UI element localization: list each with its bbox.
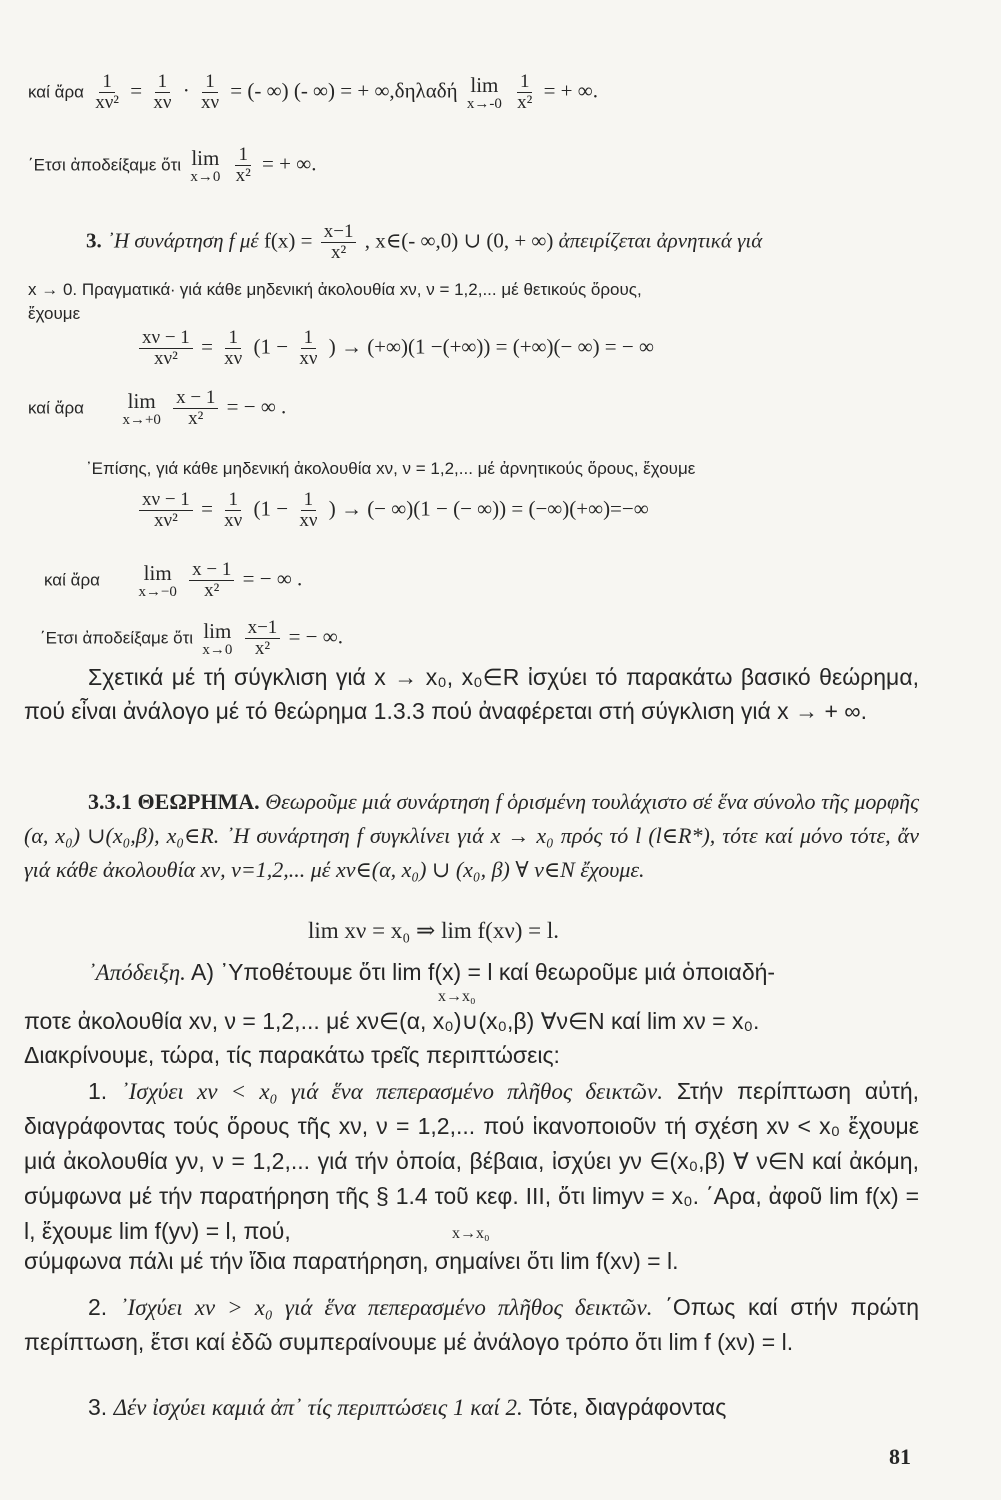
numerator: 1 — [225, 490, 241, 511]
denominator: x² — [204, 580, 220, 601]
fraction — [139, 490, 193, 531]
limit — [122, 390, 160, 428]
theorem-label: 3.3.1 ΘΕΩΡΗΜΑ. — [88, 789, 260, 814]
lim-subscript: x→x₀ — [438, 988, 476, 1005]
proof-label: ᾿Απόδειξη. — [88, 960, 186, 985]
numerator: 1 — [225, 328, 241, 349]
theorem-text: Θεωροῦμε μιά συνάρτηση f ὁρισμένη τουλάχιστο σέ ἕνα σύνολο τῆς μορφῆς (α, x₀) ∪(x₀,β), x₀∈R. ᾿Η συνάρτηση f συγκλίνει γιά x → x₀ πρός τό l (l∈R*), τότε καί μόνο τότε, ἄν γιά κάθε ἀκολουθία xν, ν=1,2,... μέ xν∈(α, x₀) ∪ (x₀, β) ∀ ν∈N ἔχουμε. — [24, 789, 919, 882]
expression: → (+∞)(1 −(+∞)) = (+∞)(− ∞) = − ∞ — [340, 334, 654, 359]
example-3-heading — [86, 222, 961, 263]
theorem-formula: lim xν = x₀ ⇒ lim f(xν) = l. — [308, 918, 559, 943]
denominator: xν — [224, 510, 243, 531]
denominator: xν² — [95, 92, 119, 113]
numerator: x−1 — [245, 618, 281, 639]
numerator: 1 — [155, 72, 171, 93]
paragraph: Σχετικά μέ τή σύγκλιση γιά x → x₀, x₀∈R ἰσχύει τό παρακάτω βασικό θεώρημα, πού εἶναι ἀνάλογο μέ τό θεώρημα 1.3.3 πού ἀναφέρεται στή σύγκλιση γιά x → + ∞. — [24, 664, 919, 724]
fraction — [221, 328, 245, 369]
equation-line-9 — [136, 490, 961, 531]
denominator: xν² — [154, 510, 178, 531]
denominator: xν² — [154, 348, 178, 369]
denominator: xν — [299, 510, 318, 531]
numerator: 1 — [99, 72, 115, 93]
numerator: x − 1 — [189, 560, 234, 581]
denominator: xν — [153, 92, 172, 113]
numerator: 1 — [301, 490, 317, 511]
limit — [202, 620, 232, 658]
case-condition: ᾿Ισχύει xν > x₀ γιά ἕνα πεπερασμένο πλῆθος δεικτῶν. — [119, 1295, 653, 1320]
fraction — [221, 490, 245, 531]
expression: f(x) = — [263, 228, 313, 253]
case-condition: ᾿Ισχύει xν < x₀ γιά ἕνα πεπερασμένο πλῆθος δεικτῶν. — [121, 1079, 663, 1104]
operator: = — [201, 496, 213, 521]
numerator: xν − 1 — [139, 490, 193, 511]
limit — [467, 74, 502, 112]
fraction — [233, 145, 254, 186]
expression: → (− ∞)(1 − (− ∞)) = (−∞)(+∞)=−∞ — [340, 496, 649, 521]
expression: = (- ∞) (- ∞) = + ∞,δηλαδή — [230, 78, 458, 103]
text: καί ἄρα — [28, 398, 84, 418]
numerator: 1 — [235, 145, 251, 166]
limit — [190, 147, 220, 185]
proof-line-a — [24, 955, 919, 990]
limit — [138, 562, 176, 600]
fraction — [296, 328, 320, 369]
numerator: xν − 1 — [139, 328, 193, 349]
fraction — [92, 72, 122, 113]
text: ΄Ετσι ἀποδείξαμε ὅτι — [28, 155, 182, 175]
equation-line-6 — [136, 328, 961, 369]
fraction — [198, 72, 222, 113]
expression: (1 − — [253, 496, 289, 521]
denominator: x² — [517, 92, 533, 113]
numerator: 1 — [517, 72, 533, 93]
expression: ) — [328, 496, 336, 521]
case-text: ΄Οπως καί στήν πρώτη περίπτωση, ἔτσι καί ἐδῶ συμπεραίνουμε μέ ἀνάλογο τρόπο ὅτι lim f (xν) = l. — [24, 1294, 920, 1355]
expression: = + ∞. — [262, 151, 317, 176]
numerator: 1 — [301, 328, 317, 349]
case-condition: Δέν ἰσχύει καμιά ἀπ᾿ τίς περιπτώσεις 1 καί 2. — [113, 1395, 523, 1420]
denominator: x² — [254, 638, 271, 659]
case-1-end: σύμφωνα πάλι μέ τήν ἴδια παρατήρηση, σημαίνει ὅτι lim f(xν) = l. — [24, 1248, 679, 1274]
expression: (1 − — [253, 334, 289, 359]
case-number: 2. — [88, 1294, 108, 1320]
equation-line-10 — [44, 560, 961, 601]
case-3 — [24, 1390, 919, 1425]
fraction — [514, 72, 535, 113]
expression: = − ∞. — [288, 624, 343, 649]
page-number: 81 — [889, 1444, 911, 1469]
fraction — [173, 388, 218, 429]
expression: = − ∞ . — [226, 394, 287, 419]
expression: , x∈(- ∞,0) ∪ (0, + ∞) — [364, 228, 554, 253]
expression: = + ∞. — [543, 78, 598, 103]
denominator: xν — [299, 348, 318, 369]
denominator: xν — [200, 92, 220, 113]
fraction — [321, 222, 357, 263]
lim-label: lim — [191, 145, 220, 170]
case-1 — [24, 1074, 919, 1249]
fraction — [245, 618, 281, 659]
text: Α) ᾿Υποθέτουμε ὅτι lim f(x) = l καί θεωροῦμε μιά ὁποιαδή- — [191, 959, 776, 985]
text: ᾿Η συνάρτηση f μέ — [107, 228, 259, 253]
case-2 — [24, 1290, 919, 1360]
expression: = − ∞ . — [242, 566, 303, 591]
case-text: Στήν περίπτωση αὐτή, διαγράφοντας τούς ὅρους τῆς xν, ν = 1,2,... πού ἱκανοποιοῦν τή σχέση xν < x₀ ἔχουμε μιά ἀκολουθία yν, ν = 1,2,... γιά τήν ὁποία, βέβαια, ἰσχύει yν ∈(x₀,β) ∀ ν∈N καί ἀκόμη, σύμφωνα μέ τήν παρατήρηση τῆς § 1.4 τοῦ κεφ. III, ὅτι limyν = x₀. ΄Αρα, ἀφοῦ lim f(x) = l, ἔχουμε lim f(yν) = l, πού, — [24, 1078, 920, 1244]
denominator: x² — [331, 242, 347, 263]
fraction — [189, 560, 234, 601]
theorem — [24, 785, 919, 887]
lim-subscript: x→+0 — [122, 411, 161, 428]
text: ἀπειρίζεται ἀρνητικά γιά — [558, 228, 763, 253]
text: ΄Ετσι ἀποδείξαμε ὅτι — [40, 628, 194, 648]
case-text: Τότε, διαγράφοντας — [528, 1394, 727, 1420]
lim-label: lim — [143, 560, 172, 585]
equation-line-2 — [28, 145, 961, 186]
proof-line-c: Διακρίνουμε, τώρα, τίς παρακάτω τρεῖς περιπτώσεις: — [24, 1042, 560, 1068]
fraction — [139, 328, 193, 369]
denominator: xν — [224, 348, 243, 369]
proof-line-b: ποτε ἀκολουθία xν, ν = 1,2,... μέ xν∈(α, x₀)∪(x₀,β) ∀ν∈N καί lim xν = x₀. — [24, 1008, 760, 1034]
lim-label: lim — [203, 618, 232, 643]
equation-line-7 — [28, 388, 961, 429]
case-number: 3. — [88, 1394, 108, 1420]
fraction — [296, 490, 320, 531]
text: καί ἄρα — [44, 570, 100, 590]
case-number: 1. — [88, 1078, 108, 1104]
expression: ) — [328, 334, 336, 359]
numerator: x − 1 — [173, 388, 218, 409]
lim-subscript: x→-0 — [466, 95, 502, 112]
equation-line-11 — [40, 618, 961, 659]
fraction — [150, 72, 174, 113]
lim-label: lim — [127, 388, 156, 413]
denominator: x² — [235, 165, 251, 186]
operator: = — [201, 334, 213, 359]
denominator: x² — [188, 408, 204, 429]
text-line: ᾿Επίσης, γιά κάθε μηδενική ἀκολουθία xν, ν = 1,2,... μέ ἀρνητικούς ὅρους, ἔχουμε — [86, 459, 696, 478]
example-number: 3. — [86, 228, 102, 253]
text: καί ἄρα — [28, 82, 84, 102]
lim-label: lim — [470, 72, 499, 97]
lim-subscript: x→x₀ — [452, 1225, 490, 1242]
text-line: x → 0. Πραγματικά· γιά κάθε μηδενική ἀκολουθία xν, ν = 1,2,... μέ θετικούς ὅρους, — [28, 280, 642, 299]
lim-subscript: x→0 — [202, 641, 233, 658]
operator: · — [182, 78, 190, 103]
numerator: 1 — [202, 72, 218, 93]
text-line: ἔχουμε — [28, 304, 81, 323]
numerator: x−1 — [321, 222, 357, 243]
lim-subscript: x→−0 — [138, 583, 177, 600]
equation-line-1 — [28, 72, 961, 113]
lim-subscript: x→0 — [190, 168, 221, 185]
operator: = — [130, 78, 143, 103]
